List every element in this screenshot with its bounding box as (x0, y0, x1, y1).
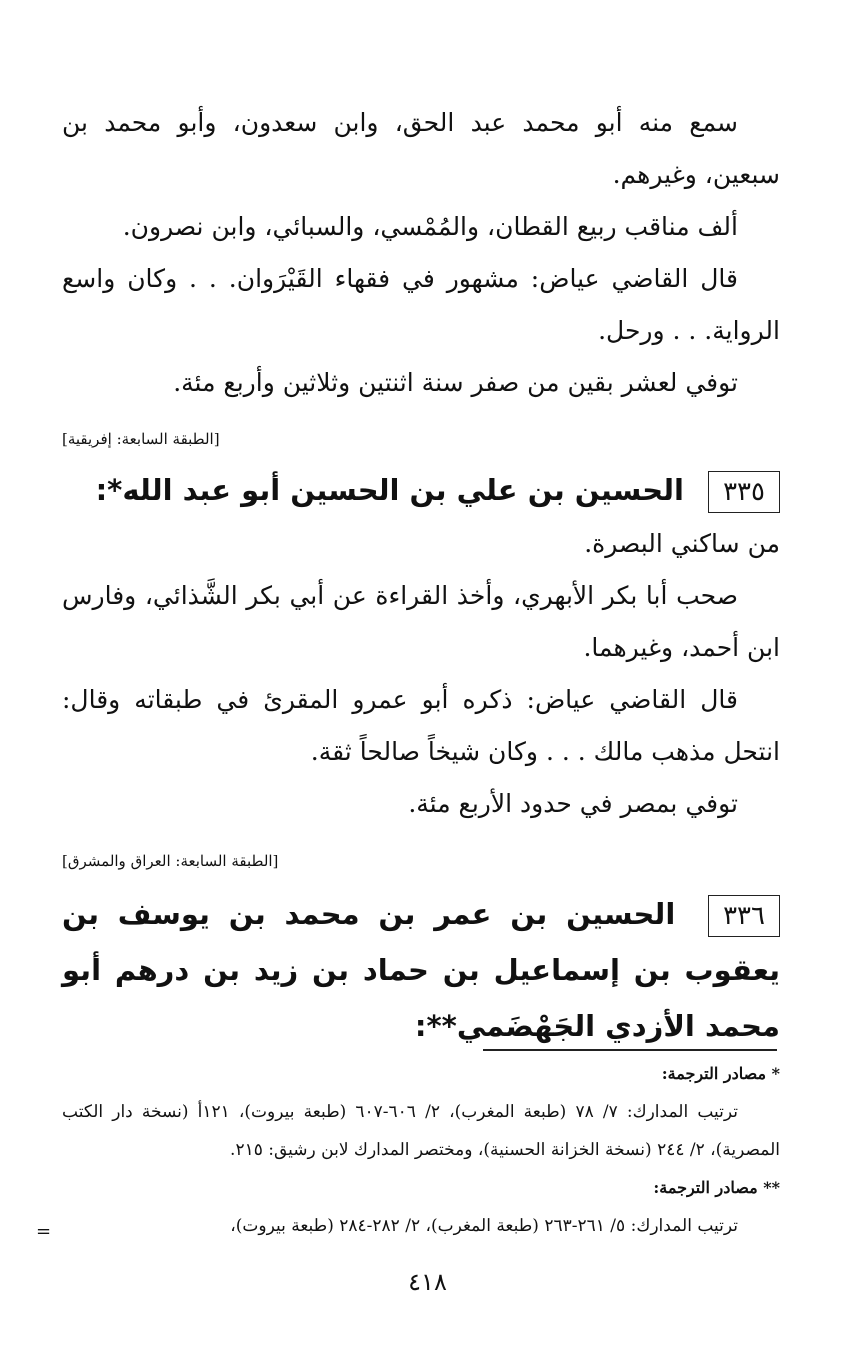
footnote-text: ترتيب المدارك: ٧/ ٧٨ (طبعة المغرب)، ٢/ ٦٠٦-٦٠٧ (طبعة بيروت)، ١٢١أ (نسخة دار الكتب المصرية)، ٢/ ٢٤٤ (نسخة الخزانة الحسنية)، ومختصر المدارك لابن رشيق: ٢١٥. (62, 1102, 780, 1160)
paragraph: سمع منه أبو محمد عبد الحق، وابن سعدون، وأبو محمد بن سبعين، وغيرهم. (62, 108, 780, 189)
paragraph: قال القاضي عياض: ذكره أبو عمرو المقرئ في طبقاته وقال: انتحل مذهب مالك . . . وكان شيخاً صالحاً ثقة. (62, 685, 780, 766)
entry-number: ٣٣٥ (708, 471, 780, 513)
entry-336 (62, 886, 780, 1054)
paragraph: توفي بمصر في حدود الأربع مئة. (408, 789, 738, 818)
footnote-heading: * مصادر الترجمة: (661, 1064, 780, 1083)
class-label: [الطبقة السابعة: إفريقية] (62, 430, 220, 448)
page-number: ٤١٨ (408, 1268, 447, 1296)
footnote-divider (483, 1049, 777, 1051)
paragraph: ألف مناقب ربيع القطان، والمُمْسي، والسبائي، وابن نصرون. (122, 212, 738, 241)
top-text (62, 97, 780, 409)
entry-title: الحسين بن علي بن الحسين أبو عبد الله*: (95, 473, 684, 507)
continuation-mark: = (36, 1221, 52, 1242)
entry-number: ٣٣٦ (708, 895, 780, 937)
entry-heading (62, 886, 780, 1054)
paragraph: قال القاضي عياض: مشهور في فقهاء القَيْرَوان. . . وكان واسع الرواية. . . ورحل. (62, 264, 780, 345)
footnote-text: ترتيب المدارك: ٥/ ٢٦١-٢٦٣ (طبعة المغرب)، ٢/ ٢٨٢-٢٨٤ (طبعة بيروت)، (230, 1216, 738, 1236)
entry-335 (62, 462, 780, 830)
footnote-heading: ** مصادر الترجمة: (653, 1178, 780, 1197)
paragraph: صحب أبا بكر الأبهري، وأخذ القراءة عن أبي بكر الشَّذائي، وفارس ابن أحمد، وغيرهما. (62, 581, 780, 662)
paragraph: توفي لعشر بقين من صفر سنة اثنتين وثلاثين وأربع مئة. (173, 368, 738, 397)
entry-title: الحسين بن عمر بن محمد بن يوسف بن يعقوب بن إسماعيل بن حماد بن زيد بن درهم أبو محمد الأزدي الجَهْضَمي**: (62, 897, 780, 1043)
class-label: [الطبقة السابعة: العراق والمشرق] (62, 852, 279, 870)
entry-heading (62, 462, 780, 518)
footnotes (62, 1055, 780, 1245)
paragraph: من ساكني البصرة. (584, 529, 780, 558)
